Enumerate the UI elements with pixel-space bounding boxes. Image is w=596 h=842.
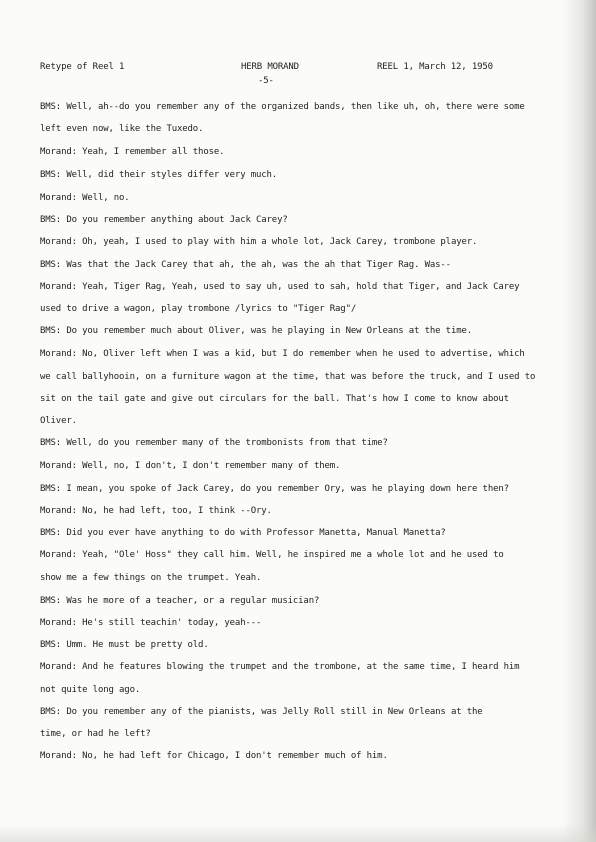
transcript-line: left even now, like the Tuxedo. [40, 124, 204, 134]
transcript-line: BMS: Well, did their styles differ very much. [40, 170, 278, 180]
transcript-line: Morand: And he features blowing the trumpet and the trombone, at the same time, I heard him [40, 662, 520, 672]
transcript-line: Oliver. [40, 416, 77, 426]
page-number: -5- [258, 76, 274, 86]
transcript-line: time, or had he left? [40, 729, 151, 739]
transcript-line: BMS: Do you remember any of the pianists, was Jelly Roll still in New Orleans at the [40, 707, 483, 717]
reel-date: REEL 1, March 12, 1950 [377, 62, 493, 72]
transcript-line: Morand: Yeah, "Ole' Hoss" they call him. Well, he inspired me a whole lot and he used to [40, 550, 504, 560]
transcript-line: BMS: Well, ah--do you remember any of the organized bands, then like uh, oh, there were some [40, 102, 525, 112]
transcript-line: Morand: Well, no. [40, 193, 130, 203]
transcript-line: Morand: Oh, yeah, I used to play with him a whole lot, Jack Carey, trombone player. [40, 237, 478, 247]
transcript-line: BMS: Well, do you remember many of the trombonists from that time? [40, 438, 388, 448]
transcript-line: not quite long ago. [40, 685, 141, 695]
transcript-line: BMS: Was he more of a teacher, or a regular musician? [40, 596, 320, 606]
transcript-line: Morand: Yeah, Tiger Rag, Yeah, used to say uh, used to sah, hold that Tiger, and Jack Carey [40, 282, 520, 292]
transcript-line: Morand: Yeah, I remember all those. [40, 147, 225, 157]
transcript-line: used to drive a wagon, play trombone /lyrics to "Tiger Rag"/ [40, 304, 357, 314]
transcript-line: show me a few things on the trumpet. Yeah. [40, 573, 262, 583]
transcript-line: Morand: No, he had left for Chicago, I don't remember much of him. [40, 751, 388, 761]
transcript-line: Morand: He's still teachin' today, yeah--- [40, 618, 262, 628]
transcript-line: BMS: Do you remember much about Oliver, was he playing in New Orleans at the time. [40, 326, 473, 336]
reel-label: Retype of Reel 1 [40, 62, 125, 72]
transcript-line: we call ballyhooin, on a furniture wagon at the time, that was before the truck, and I used to [40, 372, 536, 382]
transcript-line: BMS: I mean, you spoke of Jack Carey, do you remember Ory, was he playing down here then? [40, 484, 509, 494]
transcript-line: Morand: No, he had left, too, I think --Ory. [40, 506, 272, 516]
transcript-line: BMS: Was that the Jack Carey that ah, the ah, was the ah that Tiger Rag. Was-- [40, 260, 451, 270]
transcript-line: Morand: Well, no, I don't, I don't remember many of them. [40, 461, 341, 471]
transcript-line: Morand: No, Oliver left when I was a kid, but I do remember when he used to advertise, which [40, 349, 525, 359]
transcript-line: BMS: Do you remember anything about Jack Carey? [40, 215, 288, 225]
transcript-line: sit on the tail gate and give out circulars for the ball. That's how I come to know about [40, 394, 509, 404]
interviewee-name: HERB MORAND [241, 62, 299, 72]
transcript-line: BMS: Umm. He must be pretty old. [40, 640, 209, 650]
transcript-line: BMS: Did you ever have anything to do with Professor Manetta, Manual Manetta? [40, 528, 446, 538]
